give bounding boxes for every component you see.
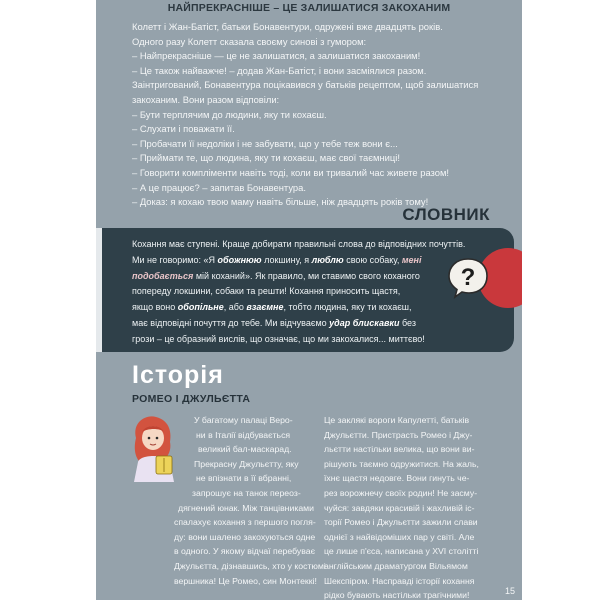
story-line: – Пробачати її недоліки і не забувати, що у тебе теж вони є... <box>132 137 398 149</box>
glossary-line <box>132 253 468 269</box>
history-text-right <box>324 413 494 600</box>
history-line: дягнений юнак. Між танцівниками <box>178 502 314 513</box>
glossary-text-run: , або <box>223 302 247 313</box>
story-text <box>132 20 512 210</box>
history-line: чуйся: завдяки красивій і жахливій іс- <box>324 502 475 513</box>
story-line: – Говорити компліменти навіть тоді, коли ви тривалий час живете разом! <box>132 166 450 178</box>
history-text-left <box>174 413 326 588</box>
story-line: – Бути терплячим до людини, яку ти кохаєш. <box>132 108 327 120</box>
eye-right <box>156 437 159 440</box>
history-line: в одного. У якому відчаї перебуває <box>174 546 316 557</box>
history-subtitle: РОМЕО І ДЖУЛЬЄТТА <box>132 393 251 405</box>
glossary-line <box>132 300 468 316</box>
history-line: не впізнати в її вбранні, <box>196 473 292 484</box>
book-page <box>96 0 522 600</box>
question-mark: ? <box>460 264 476 291</box>
glossary-title: СЛОВНИК <box>402 205 490 224</box>
story-line: Одного разу Колетт сказала своєму синові з гумором: <box>132 35 367 47</box>
history-line: рідко бувають настільки трагічними! <box>324 590 470 600</box>
glossary-text-run: якщо воно <box>132 302 178 313</box>
glossary-text-run: Ми не говоримо: «Я <box>132 254 218 265</box>
story-line: – А це працює? – запитав Бонавентура. <box>132 181 306 193</box>
history-line: Прекрасну Джульєтту, яку <box>194 458 299 469</box>
history-line: Джульєтта, дізнавшись, хто у костюмі <box>174 560 326 571</box>
glossary-accent-bar <box>96 228 102 352</box>
history-line: торії Ромео і Джульєтти зажили слави <box>324 517 478 528</box>
glossary-text <box>132 237 468 348</box>
history-line: їхнє щастя недовге. Вони гинуть че- <box>324 473 470 484</box>
section-title: НАЙПРЕКРАСНІШЕ – ЦЕ ЗАЛИШАТИСЯ ЗАКОХАНИМ <box>167 2 451 14</box>
history-line: льєтти настільки велика, що вони ви- <box>324 444 475 455</box>
glossary-text-run: локшину, я <box>261 254 312 265</box>
story-line: Заінтригований, Бонавентура поцікавився у батьків рецептом, щоб залишатися закоханим. Вони разом відповіли: <box>132 79 479 105</box>
history-line: спалахує кохання з першого погля- <box>174 517 316 528</box>
history-line: вершника! Це Ромео, син Монтеккі! <box>174 575 317 586</box>
glossary-text-run: , тобто людина, яку ти кохаєш, <box>283 302 412 313</box>
history-line: Це заклякі вороги Капулетті, батьків <box>324 415 470 425</box>
story-line: – Слухати і поважати її. <box>132 123 235 135</box>
glossary-text-run: мій коханий». Як правило, ми ставимо свого коханого <box>193 270 420 281</box>
history-line: Шекспіром. Насправді історії кохання <box>324 575 475 586</box>
glossary-keyword: подобається <box>132 270 194 281</box>
history-line: У багатому палаці Веро- <box>194 415 293 425</box>
history-line: це лише п'єса, написана у XVI столітті <box>324 546 479 557</box>
history-line: запрошує на танок переоз- <box>192 487 301 498</box>
glossary-keyword: люблю <box>311 254 344 265</box>
story-line: – Найпрекрасніше — це не залишатися, а залишатися закоханим! <box>132 50 421 62</box>
story-line: Колетт і Жан-Батіст, батьки Бонавентури, одружені вже двадцять років. <box>132 21 443 32</box>
eye-left <box>148 437 151 440</box>
history-line: великий бал-маскарад. <box>198 444 292 455</box>
glossary-keyword: мені <box>401 254 422 265</box>
glossary-line: попереду локшини, собаки та решти! Кохання приносить щастя, <box>132 286 401 297</box>
glossary-text-run: має відповідні почуття до тебе. Ми відчуваємо <box>132 317 330 328</box>
history-line: англійським драматургом Вільямом <box>324 560 468 571</box>
glossary-text-run: свою собаку, <box>343 254 402 265</box>
history-line: Джульєтти. Пристрасть Ромео і Джу- <box>324 429 473 440</box>
history-line: однієї з найвідоміших пар у світі. Але <box>324 531 475 542</box>
history-line: ни в Італії відбувається <box>196 429 291 440</box>
history-line: ду: вони шалено закохуються одне <box>174 531 316 542</box>
history-title: Історія <box>132 361 224 389</box>
glossary-text-run: без <box>399 317 416 328</box>
glossary-line <box>132 269 468 285</box>
glossary-line: грози – це образний вислів, що означає, що ми закохалися... миттєво! <box>132 333 425 344</box>
question-bubble-icon <box>447 256 489 300</box>
glossary-keyword: обопільне <box>177 302 224 313</box>
glossary-line: Кохання має ступені. Краще добирати правильні слова до відповідних почуттів. <box>132 239 466 249</box>
story-line: – Це також найважче! – додав Жан-Батіст, і вони засміялися разом. <box>132 64 427 76</box>
glossary-keyword: обожнюю <box>217 254 262 265</box>
glossary-keyword: взаємне <box>246 302 284 313</box>
history-line: рішують таємно одружитися. На жаль, <box>324 458 479 469</box>
glossary-line <box>132 316 468 332</box>
story-line: – Приймати те, що людина, яку ти кохаєш, має свої таємниці! <box>132 152 400 164</box>
page-number: 15 <box>505 586 516 596</box>
glossary-keyword: удар блискавки <box>329 317 400 328</box>
story-line: – Доказ: я кохаю твою маму навіть більше, ніж двадцять років тому! <box>132 196 429 208</box>
history-line: рез ворожнечу своїх родин! Не засму- <box>324 487 478 498</box>
